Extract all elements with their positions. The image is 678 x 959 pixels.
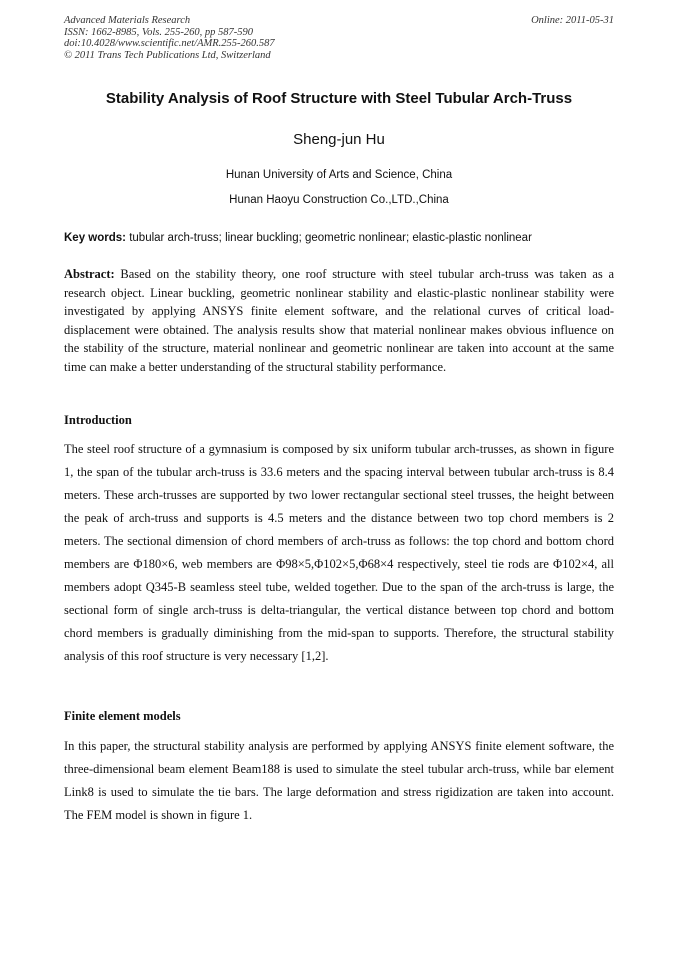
journal-metadata xyxy=(64,15,404,61)
keywords-label: Key words: xyxy=(64,232,126,244)
fem-text: In this paper, the structural stability analysis are performed by applying ANSYS finite element software, the three-dimensional beam element Beam188 is used to simulate the steel tubular arch-truss, while bar element Link8 is used to simulate the tie bars. The large deformation and stress rigidization are taken into account. The FEM model is shown in figure 1. xyxy=(64,739,614,822)
online-date: Online: 2011-05-31 xyxy=(531,15,614,26)
introduction-heading: Introduction xyxy=(64,413,132,427)
copyright-line: © 2011 Trans Tech Publications Ltd, Switzerland xyxy=(64,49,271,61)
abstract-text: Based on the stability theory, one roof structure with steel tubular arch-truss was taken as a research object. Linear buckling, geometric nonlinear stability and elastic-plastic nonlinear stability were investigated by applying ANSYS finite element software, and the relational curves of critical load-displacement were obtained. The analysis results show that material nonlinear makes obvious influence on the stability of the structure, material nonlinear and geometric nonlinear are taken into account at the same time can make a better understanding of the structural stability performance. xyxy=(64,267,615,374)
fem-heading: Finite element models xyxy=(64,709,181,723)
abstract-label: Abstract: xyxy=(64,267,115,281)
affiliation-1: Hunan University of Arts and Science, China xyxy=(225,169,453,181)
keywords xyxy=(64,231,614,245)
doi-line[interactable]: doi:10.4028/www.scientific.net/AMR.255-260.587 xyxy=(64,38,275,49)
abstract xyxy=(64,265,614,376)
author-name: Sheng-jun Hu xyxy=(293,131,385,148)
journal-name: Advanced Materials Research xyxy=(64,15,191,26)
paper-title: Stability Analysis of Roof Structure with Steel Tubular Arch-Truss xyxy=(105,90,573,107)
affiliation-2: Hunan Haoyu Construction Co.,LTD.,China xyxy=(229,194,449,206)
introduction-text: The steel roof structure of a gymnasium is composed by six uniform tubular arch-trusses, as shown in figure 1, the span of the tubular arch-truss is 33.6 meters and the spacing interval between tubular arch-truss is 8.4 meters. These arch-trusses are supported by two lower rectangular sectional steel trusses, the height between the peak of arch-truss and supports is 4.5 meters and the distance between two top chord members is 2 meters. The sectional dimension of chord members of arch-truss as follows: the top chord and bottom chord members are Φ180×6, web members are Φ98×5,Φ102×5,Φ68×4 respectively, steel tie rods are Φ102×4, all members adopt Q345-B seamless steel tube, welded together. Due to the span of the arch-truss is large, the sectional form of single arch-truss is delta-triangular, the vertical distance between top chord and bottom chord members is gradually diminishing from the mid-span to supports. Therefore, the structural stability analysis of this roof structure is very necessary [1,2]. xyxy=(64,442,614,663)
issn-line: ISSN: 1662-8985, Vols. 255-260, pp 587-590 xyxy=(64,26,253,38)
keywords-text: tubular arch-truss; linear buckling; geometric nonlinear; elastic-plastic nonlinear xyxy=(129,232,532,244)
